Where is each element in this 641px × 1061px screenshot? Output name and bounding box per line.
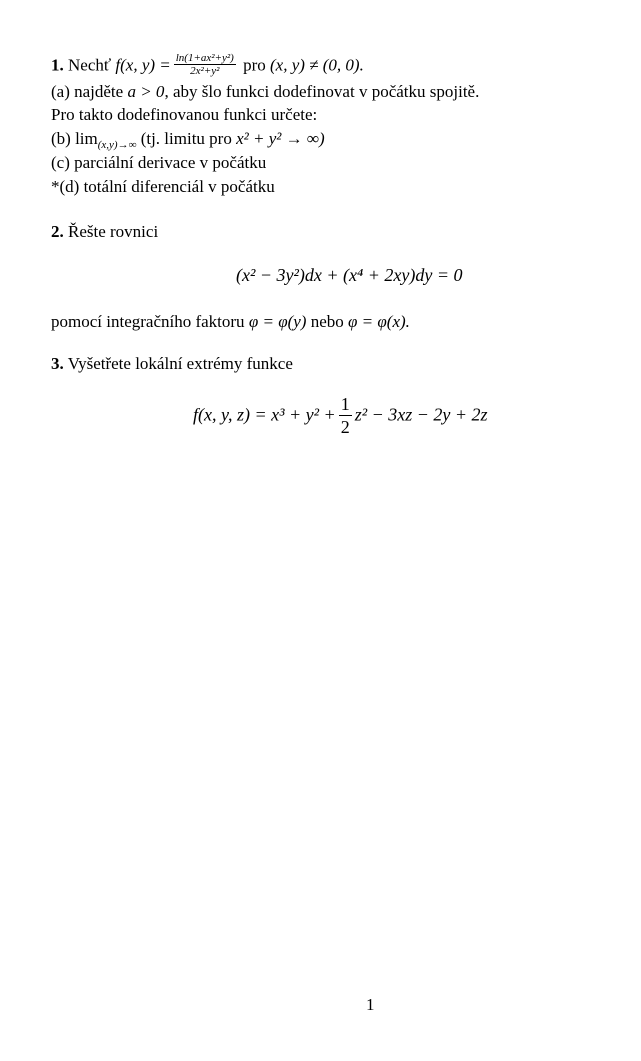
part-b-math: x² + y² → ∞) <box>236 129 325 148</box>
problem-1-heading <box>51 54 364 79</box>
problem-2-title: Řešte rovnici <box>68 222 159 241</box>
problem-3-eq-right: z² − 3xz − 2y + 2z <box>354 404 488 425</box>
problem-3-number: 3. <box>51 354 64 373</box>
half-denominator: 2 <box>340 417 350 437</box>
half-numerator: 1 <box>340 394 350 414</box>
problem-1-intro: Nechť <box>68 55 112 75</box>
problem-3-title: Vyšetřete lokální extrémy funkce <box>67 354 293 373</box>
problem-2-after <box>51 311 410 333</box>
problem-2-factor-y: φ = φ(y) <box>248 312 307 331</box>
problem-1-part-a <box>51 81 479 103</box>
problem-3-heading <box>51 353 293 375</box>
part-a-math: a > 0 <box>127 82 165 101</box>
problem-1-number: 1. <box>51 55 64 75</box>
problem-2-factor-x: φ = φ(x). <box>348 312 410 331</box>
problem-3-eq-left: f(x, y, z) = x³ + y² + <box>193 404 336 425</box>
part-b-text: (tj. limitu pro <box>140 129 232 148</box>
part-b-subscript: (x,y)→∞ <box>97 139 137 151</box>
part-b-label: (b) lim <box>51 129 98 148</box>
problem-1-fraction-numerator: ln(1+ax²+y²) <box>175 52 234 64</box>
problem-2-number: 2. <box>51 222 64 241</box>
page-number: 1 <box>366 995 375 1014</box>
problem-2-equation: (x² − 3y²)dx + (x⁴ + 2xy)dy = 0 <box>236 265 463 285</box>
part-a-rest: , aby šlo funkci dodefinovat v počátku spojitě. <box>164 82 480 101</box>
problem-1-condition-text: pro <box>243 55 266 75</box>
problem-1-fraction <box>174 52 236 77</box>
problem-1-intro-line: Pro takto dodefinovanou funkci určete: <box>51 105 318 124</box>
problem-1-condition-math: (x, y) ≠ (0, 0). <box>270 55 364 75</box>
problem-2-heading <box>51 221 158 243</box>
problem-3-equation <box>193 394 488 439</box>
problem-2-nebo: nebo <box>310 312 344 331</box>
problem-2-after-text: pomocí integračního faktoru <box>51 312 245 331</box>
problem-1-function-lhs: f(x, y) = <box>115 55 171 75</box>
part-a-label: (a) najděte <box>51 82 124 101</box>
problem-1-part-b <box>51 128 325 150</box>
problem-1-part-c: (c) parciální derivace v počátku <box>51 153 267 172</box>
problem-3-half-fraction <box>339 393 352 438</box>
problem-1-fraction-denominator: 2x²+y² <box>190 65 220 77</box>
problem-1-part-d: *(d) totální diferenciál v počátku <box>51 177 275 196</box>
